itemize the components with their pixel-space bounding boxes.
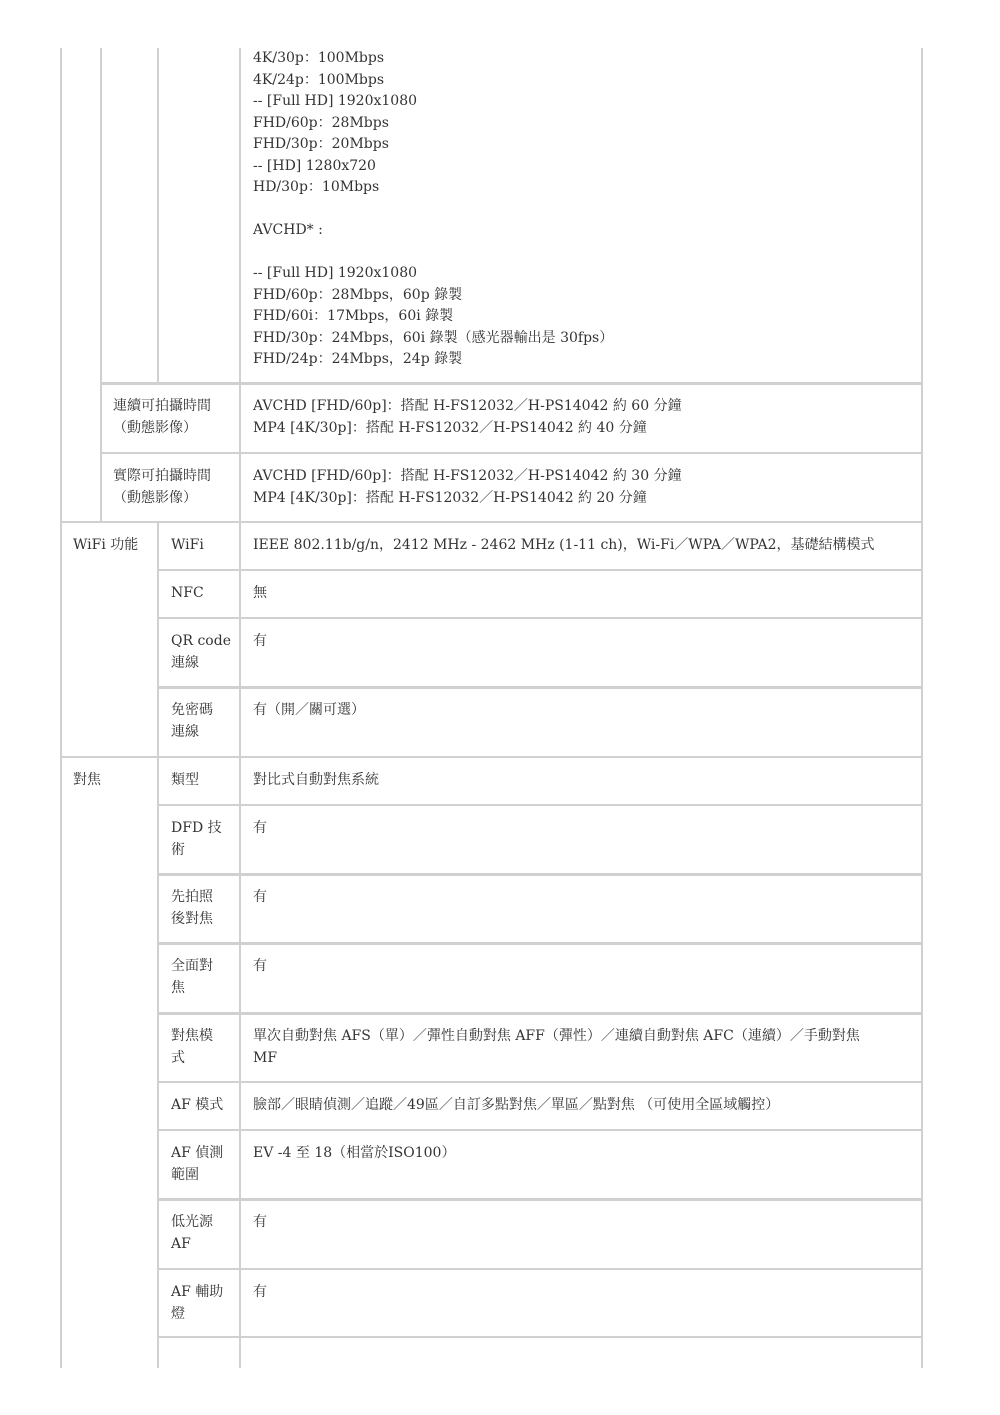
row-divider [157,1336,923,1338]
value-line: 有 [253,633,267,649]
af-mode-label [171,1095,235,1117]
row-divider [100,382,923,385]
label-column-left-border-top [157,48,159,382]
wifi-row-label [171,535,235,557]
video-bitrate-cell [253,48,913,371]
label-line: （動態影像） [113,419,197,436]
label-line: 連線 [171,723,199,740]
label-line: 後對焦 [171,910,213,927]
post-focus-value [253,887,913,909]
qr-code-row-value [253,631,913,653]
row-divider [157,942,923,945]
post-focus-label [171,887,235,930]
label-line: AF 模式 [171,1097,224,1113]
spacer-line [253,242,913,264]
wifi-row-value [253,535,918,557]
label-line: 類型 [171,772,199,788]
passwordless-row-value [253,700,913,722]
row-divider [60,521,923,523]
af-range-value [253,1143,913,1165]
mp4-bitrate-line: FHD/30p：20Mbps [253,136,389,152]
actual-recording-value [253,466,913,509]
avchd-bitrate-line: FHD/60i：17Mbps，60i 錄製 [253,308,454,324]
value-line: AVCHD [FHD/60p]：搭配 H-FS12032／H-PS14042 約 30 分鐘 [253,468,682,484]
label-line: NFC [171,585,204,601]
spacer-line [253,199,913,221]
label-line: 範圍 [171,1166,199,1183]
row-divider [157,873,923,876]
value-line: 有 [253,958,267,974]
avchd-bitrate-line: FHD/60p：28Mbps，60p 錄製 [253,286,463,303]
passwordless-row-label [171,700,235,743]
value-line: IEEE 802.11b/g/n，2412 MHz - 2462 MHz (1-11 ch)，Wi-Fi／WPA／WPA2，基礎結構模式 [253,537,875,553]
label-line: AF 輔助 [171,1284,224,1300]
focus-stacking-value [253,956,913,978]
continuous-recording-value [253,396,913,439]
avchd-label: AVCHD* : [253,222,323,238]
table-left-border [60,48,62,1368]
focus-stacking-label [171,956,235,999]
label-line: 實際可拍攝時間 [113,468,211,484]
focus-type-label [171,770,235,792]
label-line: WiFi [171,537,204,553]
row-divider [157,1198,923,1201]
mp4-bitrate-line: HD/30p：10Mbps [253,179,380,195]
value-line: 臉部／眼睛偵測／追蹤／49區／自訂多點對焦／單區／點對焦 （可使用全區域觸控） [253,1097,780,1113]
label-line: DFD 技 [171,820,222,836]
label-line: 先拍照 [171,889,213,905]
value-line: 無 [253,585,267,601]
focus-category-label: 對焦 [73,772,101,788]
value-line: 單次自動對焦 AFS（單）／彈性自動對焦 AFF（彈性）／連續自動對焦 AFC（連續）／手動對焦 [253,1028,860,1044]
row-divider [157,617,923,619]
focus-mode-value [253,1026,913,1069]
row-divider [60,756,923,758]
af-assist-lamp-label [171,1282,235,1325]
mp4-bitrate-line: FHD/60p：28Mbps [253,114,389,131]
value-line: 有 [253,820,267,836]
nfc-row-label [171,583,235,605]
value-line: MF [253,1049,278,1066]
mp4-bitrate-line: -- [HD] 1280x720 [253,157,376,174]
subcategory-border [100,48,102,522]
af-mode-value [253,1095,913,1117]
dfd-value [253,818,913,840]
row-divider [157,569,923,571]
label-line: 免密碼 [171,702,213,718]
table-right-border [921,48,923,1368]
row-divider [157,686,923,689]
row-divider [157,804,923,806]
label-line: AF [171,1235,191,1252]
value-line: 有（開／關可選） [253,702,365,718]
row-divider [157,1268,923,1270]
label-line: 術 [171,841,185,858]
af-assist-lamp-value [253,1282,913,1304]
low-light-af-label [171,1212,235,1255]
continuous-recording-label [113,396,233,439]
mp4-bitrate-line: -- [Full HD] 1920x1080 [253,93,418,109]
focus-mode-label [171,1026,235,1069]
row-divider [157,1129,923,1131]
label-line: 式 [171,1049,185,1066]
mp4-bitrate-line: 4K/30p：100Mbps [253,50,385,66]
avchd-bitrate-line: -- [Full HD] 1920x1080 [253,265,418,281]
label-line: 低光源 [171,1214,213,1230]
row-divider [157,1012,923,1015]
row-divider [157,1081,923,1083]
row-divider [100,452,923,454]
label-line: 焦 [171,979,185,996]
label-line: 對焦模 [171,1028,213,1044]
avchd-bitrate-line: FHD/24p：24Mbps，24p 錄製 [253,351,463,367]
value-line: MP4 [4K/30p]：搭配 H-FS12032／H-PS14042 約 40 分鐘 [253,419,647,436]
mp4-bitrate-line: 4K/24p：100Mbps [253,71,385,88]
value-line: MP4 [4K/30p]：搭配 H-FS12032／H-PS14042 約 20 分鐘 [253,489,647,506]
label-line: 連續可拍攝時間 [113,398,211,414]
avchd-bitrate-line: FHD/30p：24Mbps，60i 錄製（感光器輸出是 30fps） [253,329,614,346]
value-line: EV -4 至 18（相當於ISO100） [253,1145,456,1161]
wifi-category-label: WiFi 功能 [73,537,139,553]
focus-type-value [253,770,913,792]
nfc-row-value [253,583,913,605]
value-line: 有 [253,1284,267,1300]
dfd-label [171,818,235,861]
value-line: 有 [253,889,267,905]
value-column-left-border [239,48,241,1368]
af-range-label [171,1143,235,1186]
label-line: 燈 [171,1305,185,1322]
label-line: （動態影像） [113,489,197,506]
label-line: 連線 [171,654,199,671]
actual-recording-label [113,466,233,509]
label-line: QR code [171,633,231,649]
value-line: 對比式自動對焦系統 [253,772,379,788]
label-line: 全面對 [171,958,213,974]
value-line: AVCHD [FHD/60p]：搭配 H-FS12032／H-PS14042 約 60 分鐘 [253,398,682,414]
qr-code-row-label [171,631,235,674]
label-line: AF 偵測 [171,1145,224,1161]
low-light-af-value [253,1212,913,1234]
value-line: 有 [253,1214,267,1230]
